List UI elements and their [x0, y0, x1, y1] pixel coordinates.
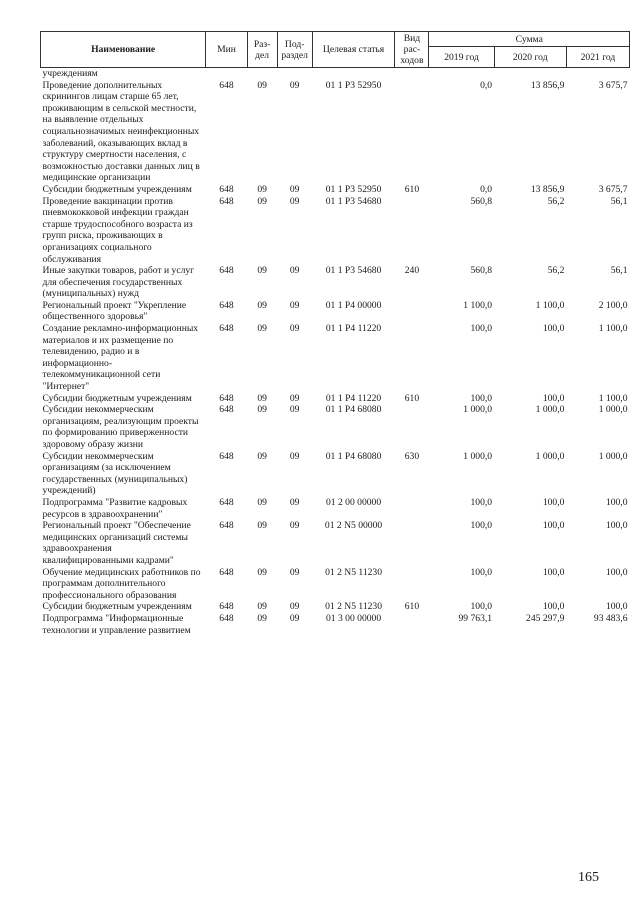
row-sum-2020: 100,0	[542, 601, 565, 613]
row-section: 09	[257, 520, 267, 532]
table-row	[41, 300, 630, 323]
row-expense-type	[395, 323, 429, 393]
row-sum-2020: 13 856,9	[530, 79, 565, 91]
row-target: 01 2 N5 11230	[325, 566, 383, 578]
row-sum-2019: 560,8	[470, 265, 493, 277]
row-target: 01 1 P4 68080	[325, 450, 382, 462]
row-min: 648	[219, 404, 234, 416]
row-sum-2020: 56,2	[547, 265, 565, 277]
continuation-text: учреждениям	[42, 68, 98, 79]
row-expense-type	[395, 520, 429, 566]
table-row	[41, 265, 630, 300]
row-expense-type: 630	[404, 450, 420, 462]
row-sum-2019: 100,0	[470, 496, 493, 508]
row-sum-2021: 56,1	[610, 195, 628, 207]
row-sum-2021: 93 483,6	[593, 612, 628, 624]
row-expense-type	[395, 196, 429, 266]
row-name: Субсидии бюджетным учреждениям	[42, 183, 192, 195]
header-name: Наименование	[41, 32, 206, 68]
row-sum-2019: 1 000,0	[463, 404, 493, 416]
row-target: 01 2 N5 11230	[325, 601, 383, 613]
header-year-2019: 2019 год	[429, 47, 494, 68]
row-section: 09	[257, 496, 267, 508]
row-section: 09	[257, 392, 267, 404]
header-year-2020: 2020 год	[494, 47, 566, 68]
row-min: 648	[219, 183, 234, 195]
row-sum-2020: 100,0	[542, 496, 565, 508]
row-subsection: 09	[289, 612, 300, 624]
row-sum-2021: 3 675,7	[598, 183, 628, 195]
row-sum-2019: 0,0	[480, 183, 493, 195]
row-sum-2020: 245 297,9	[526, 612, 565, 624]
row-subsection: 09	[289, 566, 300, 578]
row-sum-2021: 2 100,0	[598, 299, 628, 311]
row-name: Обучение медицинских работников по программам дополнительного профессионального образования	[42, 566, 201, 601]
table-row	[41, 196, 630, 266]
row-min: 648	[219, 601, 234, 613]
row-name: Субсидии бюджетным учреждениям	[42, 392, 192, 404]
row-sum-2020: 100,0	[542, 566, 565, 578]
table-row	[41, 613, 630, 636]
row-section: 09	[257, 265, 267, 277]
row-sum-2019: 100,0	[470, 566, 493, 578]
row-sum-2021: 1 100,0	[598, 392, 628, 404]
row-expense-type	[395, 497, 429, 520]
row-sum-2019: 100,0	[470, 392, 493, 404]
row-subsection: 09	[289, 520, 300, 532]
row-sum-2020: 1 000,0	[535, 450, 565, 462]
row-sum-2021: 100,0	[605, 601, 628, 613]
row-target: 01 1 P4 11220	[325, 323, 382, 335]
header-section: Раз-дел	[247, 32, 277, 68]
row-section: 09	[257, 601, 267, 613]
row-sum-2019: 560,8	[470, 195, 493, 207]
row-subsection: 09	[289, 323, 300, 335]
row-name: Региональный проект "Обеспечение медицинских организаций системы здравоохранения квалифицированными кадрами"	[42, 520, 191, 566]
table-body	[41, 68, 630, 637]
row-section: 09	[257, 323, 267, 335]
row-min: 648	[219, 299, 234, 311]
row-section: 09	[257, 183, 267, 195]
row-subsection: 09	[289, 450, 300, 462]
row-expense-type: 610	[404, 392, 420, 404]
table-row	[41, 80, 630, 184]
row-target: 01 1 P4 11220	[325, 392, 382, 404]
table-row	[41, 404, 630, 450]
budget-table	[40, 31, 630, 636]
row-name: Создание рекламно-информационных материалов и их размещение по телевидению, радио и в информационно-телекоммуникационной сети "Интернет"	[42, 323, 199, 393]
row-target: 01 2 00 00000	[325, 496, 382, 508]
row-expense-type: 240	[404, 265, 420, 277]
table-row	[41, 497, 630, 520]
header-sum: Сумма	[429, 32, 630, 47]
row-sum-2020: 100,0	[542, 323, 565, 335]
row-name: Проведение вакцинации против пневмококковой инфекции граждан старше трудоспособного возраста из групп риска, проживающих в организациях социального обслуживания	[42, 195, 193, 265]
row-target: 01 1 P3 52950	[325, 79, 382, 91]
row-target: 01 1 P3 52950	[325, 183, 382, 195]
row-sum-2021: 100,0	[605, 520, 628, 532]
row-min: 648	[219, 265, 234, 277]
header-target: Целевая статья	[312, 32, 395, 68]
row-subsection: 09	[289, 496, 300, 508]
row-sum-2019: 100,0	[470, 323, 493, 335]
row-min: 648	[219, 450, 234, 462]
row-sum-2019: 100,0	[470, 601, 493, 613]
row-name: Субсидии некоммерческим организациям, реализующим проекты по формированию приверженности здоровому образу жизни	[42, 404, 199, 450]
table-row	[41, 567, 630, 602]
table-row	[41, 184, 630, 196]
row-name: Субсидии некоммерческим организациям (за исключением государственных (муниципальных) учреждений)	[42, 450, 188, 497]
row-subsection: 09	[289, 601, 300, 613]
row-target: 01 1 P3 54680	[325, 265, 382, 277]
row-sum-2020: 100,0	[542, 392, 565, 404]
row-section: 09	[257, 450, 267, 462]
row-expense-type: 610	[404, 183, 420, 195]
row-subsection: 09	[289, 299, 300, 311]
header-year-2021: 2021 год	[566, 47, 629, 68]
row-name: Иные закупки товаров, работ и услуг для обеспечения государственных (муниципальных) нужд	[42, 265, 195, 300]
row-min: 648	[219, 323, 234, 335]
row-expense-type	[395, 613, 429, 636]
row-section: 09	[257, 79, 267, 91]
row-sum-2019: 1 000,0	[463, 450, 493, 462]
row-sum-2019: 100,0	[470, 520, 493, 532]
row-min: 648	[219, 520, 234, 532]
table-row	[41, 520, 630, 566]
row-target: 01 1 P3 54680	[325, 195, 382, 207]
row-sum-2019: 1 100,0	[463, 299, 493, 311]
row-subsection: 09	[289, 404, 300, 416]
row-name: Проведение дополнительных скринингов лицам старше 65 лет, проживающим в сельской местности, на выявление отдельных социальнозначимых неинфекционных заболеваний, оказывающих вклад в структуру смертности населения, с возможностью доставки данных лиц в медицинские организации	[42, 79, 200, 184]
row-expense-type	[395, 567, 429, 602]
row-section: 09	[257, 404, 267, 416]
row-target: 01 3 00 00000	[325, 612, 382, 624]
continuation-row	[41, 68, 630, 80]
table-header	[41, 32, 630, 68]
row-sum-2021: 1 000,0	[598, 404, 628, 416]
row-subsection: 09	[289, 265, 300, 277]
row-min: 648	[219, 566, 234, 578]
row-target: 01 1 P4 68080	[325, 404, 382, 416]
table-row	[41, 393, 630, 405]
header-subsection: Под-раздел	[277, 32, 312, 68]
row-sum-2020: 56,2	[547, 195, 565, 207]
row-target: 01 2 N5 00000	[324, 520, 383, 532]
row-sum-2020: 1 000,0	[535, 404, 565, 416]
row-section: 09	[257, 299, 267, 311]
row-sum-2019: 99 763,1	[458, 612, 493, 624]
row-sum-2021: 100,0	[605, 496, 628, 508]
row-section: 09	[257, 195, 267, 207]
header-expense-type: Вид рас-ходов	[395, 32, 429, 68]
row-expense-type	[395, 80, 429, 184]
row-expense-type	[395, 404, 429, 450]
table-row	[41, 451, 630, 497]
row-subsection: 09	[289, 392, 300, 404]
row-section: 09	[257, 612, 267, 624]
row-expense-type	[395, 300, 429, 323]
row-sum-2020: 100,0	[542, 520, 565, 532]
table-row	[41, 323, 630, 393]
row-sum-2021: 1 000,0	[598, 450, 628, 462]
row-sum-2021: 1 100,0	[598, 323, 628, 335]
row-sum-2019: 0,0	[480, 79, 493, 91]
row-target: 01 1 P4 00000	[325, 299, 382, 311]
row-name: Субсидии бюджетным учреждениям	[42, 601, 192, 613]
row-min: 648	[219, 79, 234, 91]
row-subsection: 09	[289, 183, 300, 195]
row-name: Подпрограмма "Развитие кадровых ресурсов в здравоохранении"	[42, 496, 188, 520]
table-row	[41, 601, 630, 613]
row-min: 648	[219, 195, 234, 207]
row-sum-2020: 13 856,9	[530, 183, 565, 195]
row-sum-2021: 56,1	[610, 265, 628, 277]
row-sum-2021: 100,0	[605, 566, 628, 578]
row-expense-type: 610	[404, 601, 420, 613]
row-min: 648	[219, 496, 234, 508]
row-subsection: 09	[289, 79, 300, 91]
row-section: 09	[257, 566, 267, 578]
row-name: Региональный проект "Укрепление общественного здоровья"	[42, 299, 187, 323]
row-name: Подпрограмма "Информационные технологии и управление развитием	[42, 612, 191, 636]
row-subsection: 09	[289, 195, 300, 207]
header-min: Мин	[206, 32, 247, 68]
row-sum-2021: 3 675,7	[598, 79, 628, 91]
row-min: 648	[219, 612, 234, 624]
page-number: 165	[578, 870, 599, 885]
row-sum-2020: 1 100,0	[535, 299, 565, 311]
row-min: 648	[219, 392, 234, 404]
